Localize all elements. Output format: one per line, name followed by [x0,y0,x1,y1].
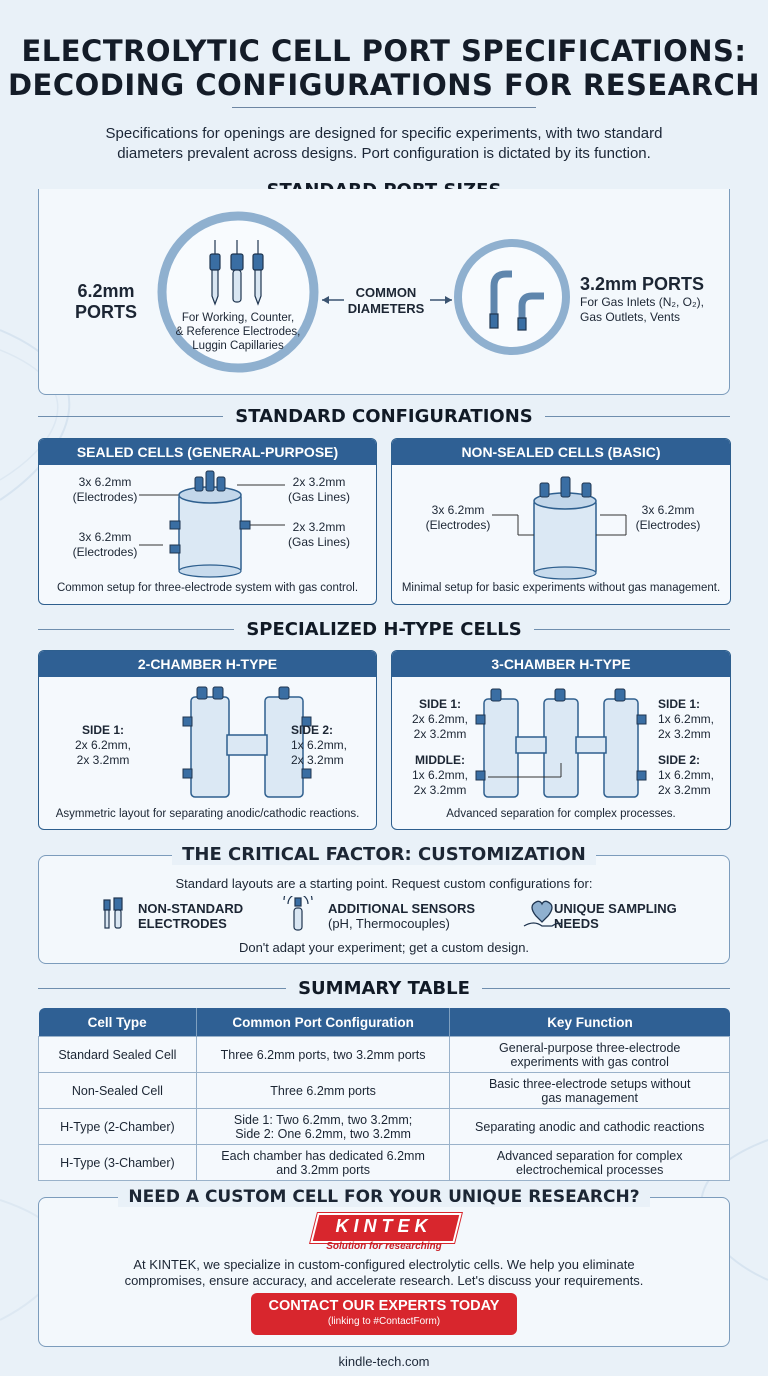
label-line: 2x 3.2mm [76,753,130,767]
cell-line: Basic three-electrode setups without [488,1076,691,1091]
logo-tagline: Solution for researching [326,1241,442,1252]
label-line: (Gas Lines) [287,490,351,504]
cta-heading [38,1185,730,1209]
small-port-title: 3.2mm PORTS [580,274,705,294]
label-line: (Electrodes) [72,545,138,559]
common-diameters-label [340,285,432,317]
button-sublabel: (linking to #ContactForm) [327,1316,441,1327]
label-line: (Gas Lines) [287,535,351,549]
summary-table [38,1008,730,1181]
label-line: MIDDLE: [415,753,465,767]
label-line: 1x 6.2mm, [658,712,715,726]
common-label-1: COMMON [355,285,417,300]
label-line: 2x 3.2mm [413,783,467,797]
cell-function [450,1073,730,1109]
column-header: Cell Type [39,1008,197,1037]
three-chamber-caption: Advanced separation for complex processes. [446,808,676,820]
cell-config [196,1145,450,1181]
large-desc-3: Luggin Capillaries [192,340,284,352]
cell-line: Separating anodic and cathodic reactions [475,1119,705,1134]
non-sealed-label-left [418,503,498,533]
two-chamber-side2 [291,723,371,768]
item-line: UNIQUE SAMPLING [554,901,677,916]
customization-heading [38,843,730,867]
sealed-label-bottom-left [65,530,145,560]
table-row [39,1145,730,1181]
large-desc-2: & Reference Electrodes, [175,326,301,338]
three-chamber-right-side2 [658,753,728,798]
electrodes-icon [104,898,122,928]
two-chamber-panel [38,650,377,830]
cell-line: Advanced separation for complex [496,1148,683,1163]
contact-experts-button[interactable] [251,1293,517,1335]
cell-type: H-Type (3-Chamber) [39,1145,197,1181]
custom-item-sensors [328,901,488,931]
cell-type: H-Type (2-Chamber) [39,1109,197,1145]
sealed-caption: Common setup for three-electrode system with gas control. [56,582,359,594]
heading-label: STANDARD CONFIGURATIONS [235,405,533,427]
item-line: (pH, Thermocouples) [328,916,450,931]
label-line: 3x 6.2mm [78,530,132,544]
cell-config [196,1109,450,1145]
large-port-unit: PORTS [74,302,137,322]
cell-type: Non-Sealed Cell [39,1073,197,1109]
small-desc-1: For Gas Inlets (N₂, O₂), [580,295,705,309]
item-line: ELECTRODES [138,916,227,931]
three-chamber-middle [400,753,480,798]
section-heading-configurations [38,404,730,428]
customization-outro: Don't adapt your experiment; get a custom design. [238,940,530,955]
cell-line: gas management [541,1090,638,1105]
item-line: NEEDS [554,916,599,931]
label-line: 2x 6.2mm, [411,712,468,726]
label-line: 1x 6.2mm, [658,768,715,782]
intro-line-2: diameters prevalent across designs. Port configuration is dictated by its function. [117,145,651,162]
label-line: 2x 6.2mm, [74,738,131,752]
label-line: SIDE 1: [658,697,701,711]
large-port-description [160,311,316,353]
custom-item-electrodes [138,901,268,931]
intro-line-1: Specifications for openings are designed for specific experiments, with two standard [105,125,663,142]
heading-label: SPECIALIZED H-TYPE CELLS [246,618,522,640]
table-row [39,1109,730,1145]
button-label: CONTACT OUR EXPERTS TODAY [268,1298,500,1314]
column-header: Key Function [450,1008,730,1037]
cell-line: Each chamber has dedicated 6.2mm [221,1148,425,1163]
sealed-label-bottom-right [279,520,359,550]
label-line: 2x 3.2mm [292,475,346,489]
panel-title: SEALED CELLS (GENERAL-PURPOSE) [39,439,376,465]
label-line: 1x 6.2mm, [291,738,348,752]
intro-text [40,124,728,164]
item-line: NON-STANDARD [138,901,244,916]
three-chamber-right-side1 [658,697,728,742]
title-line-2: DECODING CONFIGURATIONS FOR RESEARCH [7,68,761,102]
cell-line: Side 1: Two 6.2mm, two 3.2mm; [233,1112,413,1127]
table-header-row [39,1008,730,1037]
cell-line: Three 6.2mm ports [270,1083,376,1098]
cell-line: experiments with gas control [510,1054,669,1069]
customization-intro: Standard layouts are a starting point. Request custom configurations for: [175,876,593,891]
cell-function [450,1109,730,1145]
heading-label: THE CRITICAL FACTOR: CUSTOMIZATION [172,844,596,865]
large-desc-1: For Working, Counter, [181,312,295,324]
cta-body-line-2: compromises, ensure accuracy, and accelerate research. Let's discuss your requirements. [124,1273,644,1288]
cell-line: Three 6.2mm ports, two 3.2mm ports [220,1047,426,1062]
label-line: (Electrodes) [635,518,701,532]
label-line: 2x 3.2mm [658,783,711,797]
common-label-2: DIAMETERS [347,301,425,316]
item-line: ADDITIONAL SENSORS [328,901,476,916]
table-row [39,1037,730,1073]
label-line: 3x 6.2mm [641,503,695,517]
label-line: 2x 3.2mm [413,727,467,741]
label-line: SIDE 2: [291,723,334,737]
custom-item-sampling [554,901,694,931]
label-line: 3x 6.2mm [431,503,485,517]
two-chamber-side1 [63,723,143,768]
label-line: 3x 6.2mm [78,475,132,489]
cell-line: and 3.2mm ports [276,1162,370,1177]
cell-config [196,1037,450,1073]
cell-line: electrochemical processes [516,1162,664,1177]
label-line: 2x 3.2mm [291,753,344,767]
section-heading-h-type [38,617,730,641]
non-sealed-cell-panel [391,438,731,605]
non-sealed-label-right [628,503,708,533]
heading-label: NEED A CUSTOM CELL FOR YOUR UNIQUE RESEARCH? [118,1187,649,1207]
title-divider [232,107,536,108]
label-line: SIDE 2: [658,753,701,767]
footer-url[interactable]: kindle-tech.com [338,1354,430,1369]
section-heading-summary [38,976,730,1000]
sealed-label-top-right [279,475,359,505]
small-desc-2: Gas Outlets, Vents [580,310,681,324]
sealed-cell-panel [38,438,377,605]
sealed-label-top-left [65,475,145,505]
small-port-label [580,273,720,325]
label-line: (Electrodes) [72,490,138,504]
large-port-label [56,281,156,323]
panel-title: 2-CHAMBER H-TYPE [39,651,376,677]
panel-title: 3-CHAMBER H-TYPE [392,651,730,677]
heading-label: SUMMARY TABLE [298,977,470,999]
large-port-size: 6.2mm [77,281,135,301]
three-chamber-left-side1 [400,697,480,742]
panel-title: NON-SEALED CELLS (BASIC) [392,439,730,465]
label-line: 2x 3.2mm [658,727,711,741]
label-line: (Electrodes) [425,518,491,532]
cell-line: Side 2: One 6.2mm, two 3.2mm [235,1126,411,1141]
table-row [39,1073,730,1109]
column-header: Common Port Configuration [196,1008,450,1037]
three-chamber-panel [391,650,731,830]
non-sealed-caption: Minimal setup for basic experiments without gas management. [401,582,721,594]
label-line: SIDE 1: [418,697,461,711]
sensor-icon [284,896,312,930]
cell-line: General-purpose three-electrode [499,1040,681,1055]
label-line: 2x 3.2mm [292,520,346,534]
title-line-1: ELECTROLYTIC CELL PORT SPECIFICATIONS: [21,34,747,68]
label-line: 1x 6.2mm, [411,768,468,782]
page-title [0,34,768,102]
label-line: SIDE 1: [81,723,124,737]
two-chamber-caption: Asymmetric layout for separating anodic/cathodic reactions. [55,808,360,820]
cta-body-line-1: At KINTEK, we specialize in custom-configured electrolytic cells. We help you eliminate [133,1257,635,1272]
cell-function [450,1037,730,1073]
cell-config [196,1073,450,1109]
cell-type: Standard Sealed Cell [39,1037,197,1073]
cell-function [450,1145,730,1181]
cta-body [38,1257,730,1289]
logo-wordmark: KINTEK [335,1216,433,1236]
